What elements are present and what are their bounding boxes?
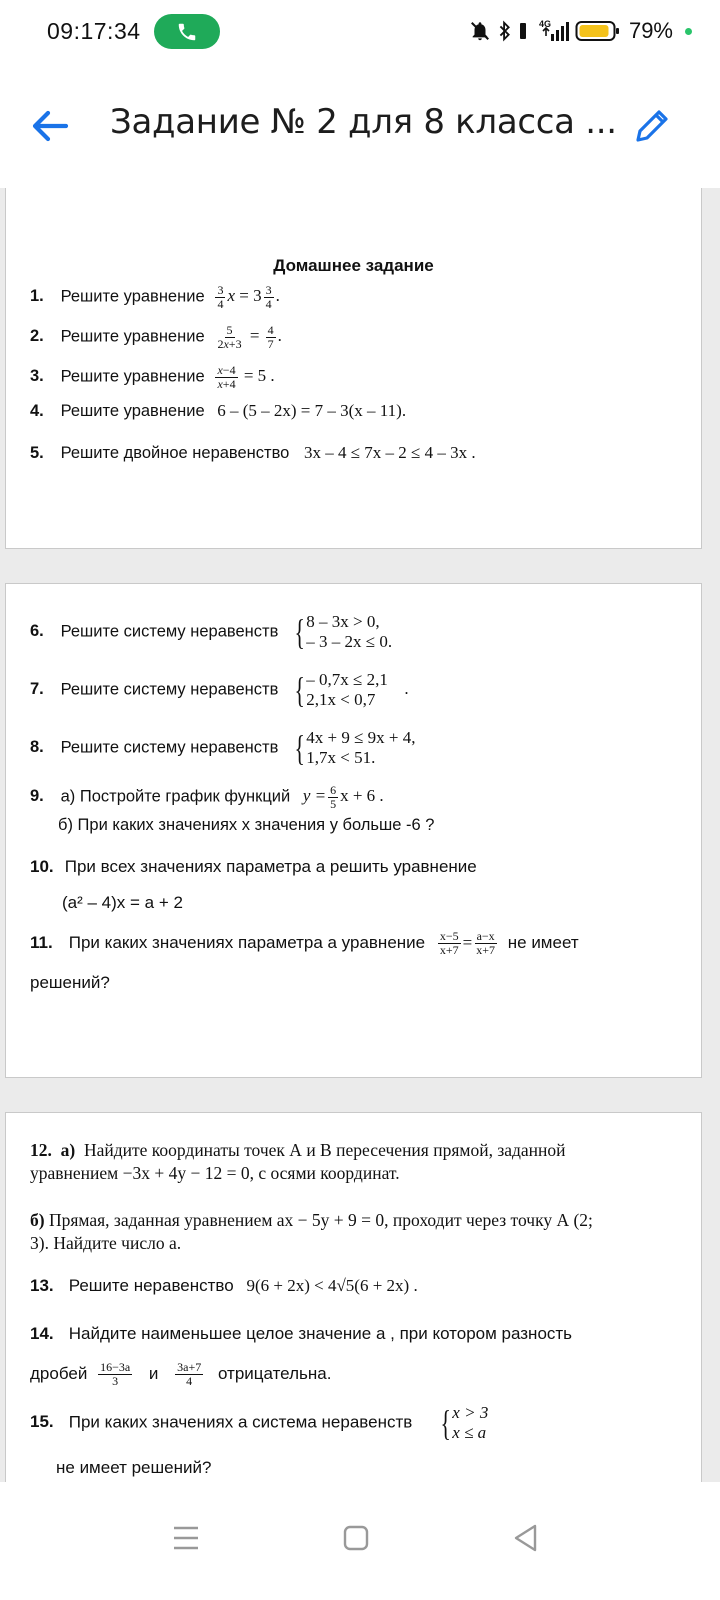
math-expression: y = $\frac{6}{5}$ x + 6 . (302, 783, 384, 811)
task-item-9b: б) При каких значениях x значения y больше -6 ? (58, 816, 435, 834)
math-expression: $\frac{x-4}{x+4}$ = 5 . (217, 363, 275, 391)
edit-button[interactable] (632, 106, 672, 146)
task-item-15: 15. При каких значениях a система неравенств { x > 3 x ≤ a (30, 1403, 489, 1443)
task-item-10-equation: (a² – 4)x = a + 2 (62, 893, 183, 912)
battery-percent: 79% (628, 18, 673, 43)
document-viewer[interactable] (0, 188, 720, 1482)
task-item-11: 11. При каких значениях параметра a уравнение $\frac{x-5}{x+7}$ = $\frac{a-x}{x+7}$ не имеет (30, 929, 579, 957)
task-item-13: 13. Решите неравенство 9(6 + 2x) < 4√5(6 + 2x) . (30, 1276, 418, 1295)
bluetooth-icon (497, 20, 513, 42)
task-item-11-continued: решений? (30, 973, 110, 992)
task-item-4: 4. Решите уравнение 6 – (5 – 2x) = 7 – 3(x – 11). (30, 401, 407, 420)
signal-icon (539, 19, 569, 43)
mute-bell-icon (469, 20, 491, 42)
menu-icon (168, 1520, 204, 1556)
task-item-10: 10. При всех значениях параметра a решить уравнение (30, 857, 477, 876)
math-expression: $\frac{5}{2x+3}$ = $\frac{4}{7}$ . (217, 323, 282, 351)
home-button[interactable] (338, 1520, 374, 1556)
arrow-back-icon (28, 108, 72, 144)
inequality-system: { 4x + 9 ≤ 9x + 4, 1,7x < 51. (294, 728, 416, 768)
math-expression: $\frac{3}{4}$ x = 3 $\frac{3}{4}$ . (217, 283, 280, 311)
document-page-2 (5, 583, 702, 1078)
task-item-6: 6. Решите систему неравенств { 8 – 3x > 0, – 3 – 2x ≤ 0. (30, 612, 393, 652)
task-item-12a-continued: уравнением −3x + 4y − 12 = 0, с осями координат. (30, 1163, 400, 1183)
battery-icon (575, 19, 621, 43)
task-item-2: 2. Решите уравнение $\frac{5}{2x+3}$ = $\frac{4}{7}$ . (30, 323, 282, 351)
inequality-system: { – 0,7x ≤ 2,1 2,1x < 0,7 (294, 670, 388, 710)
task-item-12b-continued: 3). Найдите число a. (30, 1233, 182, 1253)
status-bar (0, 0, 720, 64)
inequality-system: { 8 – 3x > 0, – 3 – 2x ≤ 0. (294, 612, 393, 652)
task-item-12a: 12. а) Найдите координаты точек А и В пересечения прямой, заданной (30, 1140, 566, 1160)
task-item-14-continued: дробей $\frac{16-3a}{3}$ и $\frac{3a+7}{4}$ отрицательна. (30, 1360, 332, 1388)
task-item-5: 5. Решите двойное неравенство 3x – 4 ≤ 7x – 2 ≤ 4 – 3x . (30, 443, 476, 462)
task-item-15-continued: не имеет решений? (56, 1458, 212, 1477)
task-item-3: 3. Решите уравнение $\frac{x-4}{x+4}$ = 5 . (30, 363, 275, 391)
task-item-1: 1. Решите уравнение $\frac{3}{4}$ x = 3 $\frac{3}{4}$ . (30, 283, 280, 311)
back-triangle-icon (508, 1520, 544, 1556)
home-square-icon (338, 1520, 374, 1556)
phone-icon (176, 21, 198, 43)
system-navigation-bar (0, 1482, 720, 1600)
battery-small-icon (519, 22, 527, 40)
ongoing-call-pill[interactable] (154, 14, 220, 49)
page-heading: Домашнее задание (273, 256, 434, 275)
pencil-icon (632, 106, 672, 146)
task-item-8: 8. Решите систему неравенств { 4x + 9 ≤ 9x + 4, 1,7x < 51. (30, 728, 416, 768)
status-dot (685, 28, 692, 35)
app-toolbar (0, 64, 720, 188)
task-item-9a: 9. а) Постройте график функций y = $\frac{6}{5}$ x + 6 . (30, 783, 384, 811)
document-title: Задание № 2 для 8 класса ... (110, 102, 617, 142)
document-page-3 (5, 1112, 702, 1482)
back-button[interactable] (28, 108, 72, 144)
task-item-12b: б) Прямая, заданная уравнением ax − 5y + 9 = 0, проходит через точку А (2; (30, 1210, 593, 1230)
svg-text:4G: 4G (538, 19, 551, 29)
status-icons (469, 16, 692, 46)
document-page-1 (5, 188, 702, 549)
clock: 09:17:34 (47, 18, 141, 44)
recent-apps-button[interactable] (168, 1520, 204, 1556)
task-item-7: 7. Решите систему неравенств { – 0,7x ≤ 2,1 2,1x < 0,7 . (30, 670, 409, 710)
task-item-14: 14. Найдите наименьшее целое значение a , при котором разность (30, 1324, 573, 1343)
system-back-button[interactable] (508, 1520, 544, 1556)
